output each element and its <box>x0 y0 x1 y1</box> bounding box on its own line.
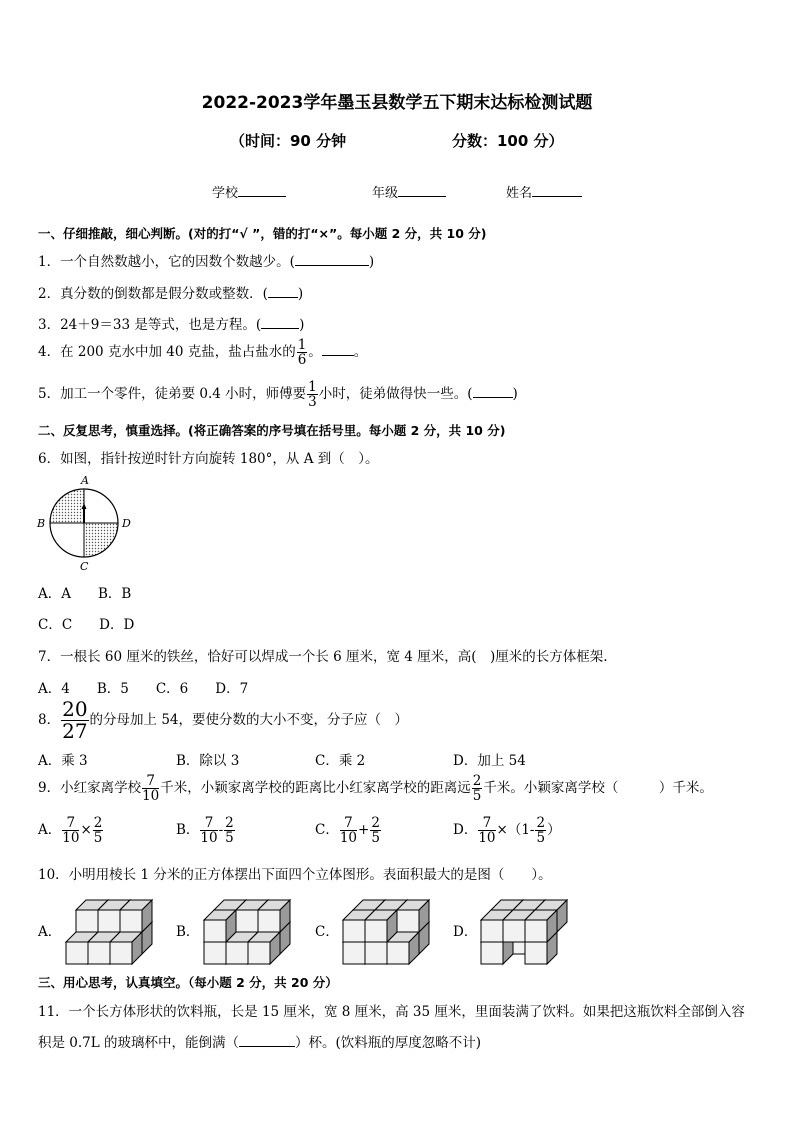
school-field: 学校 <box>212 182 286 201</box>
label-c: C <box>80 560 89 572</box>
q8-option-a: A．乘 3 <box>38 753 88 769</box>
cube <box>397 900 429 932</box>
question-11-line2: 积是 0.7L 的玻璃杯中，能倒满（ ）杯。(饮料瓶的厚度忽略不计) <box>38 1035 482 1051</box>
q10-option-a-label: A． <box>38 924 62 940</box>
question-4: 4．在 200 克水中加 40 克盐，盐占盐水的 $\frac{1}{6}$ 。 。 <box>38 337 368 369</box>
q6-options-row1: A．A B．B <box>38 586 132 602</box>
q6-options-row2: C．C D．D <box>38 617 135 633</box>
cube-figure-d <box>475 890 575 970</box>
section-1-heading: 一、仔细推敲，细心判断。(对的打“√ ”，错的打“×”。每小题 2 分，共 10 分) <box>38 226 487 241</box>
q10-option-b-label: B． <box>176 924 200 940</box>
cube <box>525 910 557 942</box>
section-3-heading: 三、用心思考，认真填空。（每小题 2 分，共 20 分） <box>38 975 338 990</box>
section-2-heading: 二、反复思考，慎重选择。(将正确答案的序号填在括号里。每小题 2 分，共 10 分) <box>38 423 506 438</box>
q9-option-a: A． $\frac{7}{10}$ × $\frac{2}{5}$ <box>38 815 103 847</box>
cube <box>258 900 290 932</box>
cube <box>204 910 236 942</box>
question-6: 6．如图，指针按逆时针方向旋转 180°，从 A 到（ ）。 <box>38 451 379 467</box>
q8-option-d: D．加上 54 <box>453 753 526 769</box>
cube-figure-a <box>60 890 160 970</box>
q9-option-d: D． $\frac{7}{10}$ ×（1- $\frac{2}{5}$ ） <box>453 815 561 847</box>
exam-time: （时间：90 分钟 <box>230 132 347 150</box>
question-3: 3．24＋9＝33 是等式，也是方程。( ) <box>38 317 305 333</box>
q9-option-b: B． $\frac{7}{10}$ - $\frac{2}{5}$ <box>176 815 234 847</box>
question-5: 5．加工一个零件，徒弟要 0.4 小时，师傅要 $\frac{1}{3}$ 小时，徒弟做得快一些。( ) <box>38 379 518 411</box>
question-10: 10．小明用棱长 1 分米的正方体摆出下面四个立体图形。表面积最大的是图（ ）。 <box>38 867 552 883</box>
cube-figure-b <box>198 890 298 970</box>
cube <box>120 900 152 932</box>
q8-option-c: C．乘 2 <box>315 753 366 769</box>
question-7: 7．一根长 60 厘米的铁丝，恰好可以焊成一个长 6 厘米，宽 4 厘米，高( )厘米的长方体框架. <box>38 649 608 665</box>
exam-score: 分数：100 分） <box>452 132 564 150</box>
cube <box>110 932 142 964</box>
exam-title: 2022-2023学年墨玉县数学五下期末达标检测试题 <box>201 93 593 113</box>
question-2: 2．真分数的倒数都是假分数或整数．( ) <box>38 286 304 302</box>
question-11-line1: 11．一个长方体形状的饮料瓶，长是 15 厘米，宽 8 厘米，高 35 厘米，里面装满了饮料。如果把这瓶饮料全部倒入容 <box>38 1004 745 1020</box>
question-1: 1．一个自然数越小，它的因数个数越少。( ) <box>38 254 375 270</box>
cube <box>365 910 397 942</box>
grade-field: 年级 <box>372 182 446 201</box>
q9-option-c: C． $\frac{7}{10}$ + $\frac{2}{5}$ <box>315 815 380 847</box>
question-8: 8． $\frac{20}{27}$ 的分母加上 54，要使分数的大小不变，分子应（ ） <box>38 697 409 743</box>
label-b: B <box>37 517 46 530</box>
label-d: D <box>122 517 131 530</box>
q10-option-c-label: C． <box>315 924 339 940</box>
q8-option-b: B．除以 3 <box>176 753 240 769</box>
question-9: 9．小红家离学校 $\frac{7}{10}$ 千米，小颖家离学校的距离比小红家离学校的距离远 $\frac{2}{5}$ 千米。小颖家离学校（ ）千米。 <box>38 773 713 805</box>
label-a: A <box>81 474 89 487</box>
cube <box>248 932 280 964</box>
q7-options: A．4 B．5 C．6 D．7 <box>38 681 249 697</box>
q10-option-d-label: D． <box>453 924 478 940</box>
cube-figure-c <box>337 890 437 970</box>
name-field: 姓名 <box>506 182 582 201</box>
pointer-circle-figure <box>34 472 134 572</box>
